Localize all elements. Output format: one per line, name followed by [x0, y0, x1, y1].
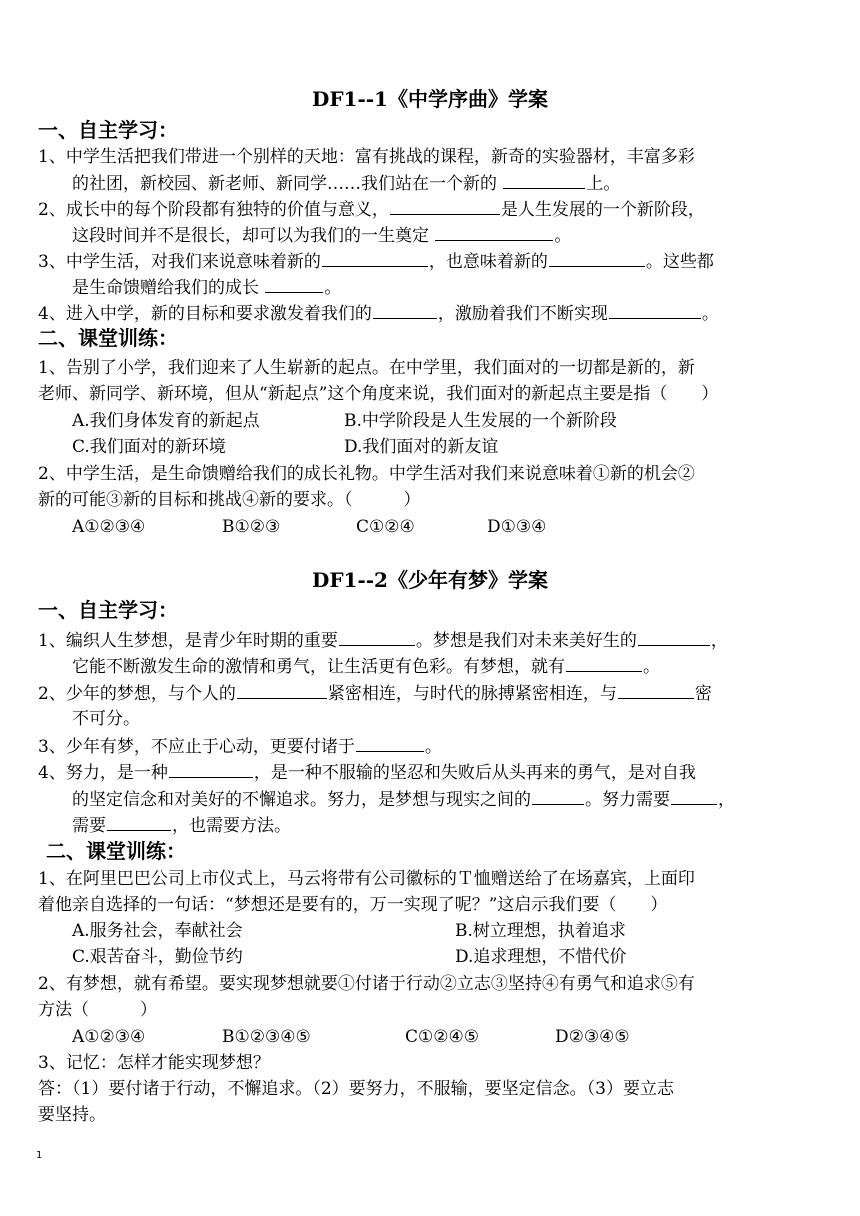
s1-t1-option-c: C.我们面对的新环境	[72, 437, 226, 457]
s2-t1-option-b: B.树立理想，执着追求	[455, 921, 626, 941]
s2-q2-line1: 2、少年的梦想，与个人的 紧密相连，与时代的脉搏紧密相连，与 密	[38, 680, 712, 707]
s2-t2-option-a: A①②③④	[72, 1027, 146, 1047]
s2-t1-option-d: D.追求理想，不惜代价	[455, 947, 627, 967]
answer-blank[interactable]	[618, 680, 694, 699]
s2-q3-line1: 3、少年有梦，不应止于心动，更要付诸于 。	[38, 733, 442, 760]
answer-blank[interactable]	[339, 627, 415, 646]
section1-part2-heading: 二、课堂训练：	[38, 326, 178, 350]
s1-t2-option-d: D①③④	[487, 517, 547, 537]
s2-t1-option-c: C.艰苦奋斗，勤俭节约	[72, 947, 243, 967]
answer-blank[interactable]	[638, 627, 710, 646]
s1-t2-option-b: B①②③	[222, 517, 281, 537]
s1-t1-option-a: A.我们身体发育的新起点	[72, 411, 260, 431]
s2-t1-option-a: A.服务社会，奉献社会	[72, 921, 243, 941]
s1-t1-line2: 老师、新同学、新环境，但从“新起点”这个角度来说，我们面对的新起点主要是指（ ）	[38, 384, 719, 404]
s2-q1-line1: 1、编织人生梦想，是青少年时期的重要 。梦想是我们对未来美好生的 ，	[38, 627, 728, 654]
answer-blank[interactable]	[435, 222, 553, 241]
s2-t3-line2: 答：（1）要付诸于行动，不懈追求。（2）要努力，不服输，要坚定信念。（3）要立志	[38, 1079, 674, 1099]
s1-t2-option-a: A①②③④	[72, 517, 146, 537]
s1-q4-line1: 4、进入中学，新的目标和要求激发着我们的 ，激励着我们不断实现 。	[38, 300, 719, 327]
s1-t2-option-c: C①②④	[356, 517, 415, 537]
s1-t2-line2: 新的可能③新的目标和挑战④新的要求。（ ）	[38, 490, 421, 510]
section2-part2-heading: 二、课堂训练：	[46, 839, 186, 863]
s2-t2-line1: 2、有梦想，就有希望。要实现梦想就要①付诸于行动②立志③坚持④有勇气和追求⑤有	[38, 974, 695, 994]
answer-blank[interactable]	[356, 733, 424, 752]
s1-q3-line1: 3、中学生活，对我们来说意味着新的 ，也意味着新的 。这些都	[38, 248, 714, 275]
s2-q4-line2: 的坚定信念和对美好的不懈追求。努力，是梦想与现实之间的 。努力需要 ，	[72, 786, 735, 813]
s1-t1-option-d: D.我们面对的新友谊	[344, 437, 499, 457]
s1-t1-option-b: B.中学阶段是人生发展的一个新阶段	[344, 411, 617, 431]
s2-t2-option-d: D②③④⑤	[555, 1027, 630, 1047]
s2-t3-line3: 要坚持。	[38, 1105, 106, 1125]
answer-blank[interactable]	[237, 680, 327, 699]
s2-t2-line2: 方法（ ）	[38, 1000, 157, 1020]
s2-q4-line3: 需要 ，也需要方法。	[72, 812, 291, 839]
s1-q1-line2: 的社团，新校园、新老师、新同学……我们站在一个新的 上。	[72, 170, 620, 197]
answer-blank[interactable]	[265, 274, 323, 293]
s2-t1-line2: 着他亲自选择的一句话：“梦想还是要有的，万一实现了呢？”这启示我们要（ ）	[38, 895, 668, 915]
answer-blank[interactable]	[566, 653, 642, 672]
s1-q2-line1: 2、成长中的每个阶段都有独特的价值与意义， 是人生发展的一个新阶段，	[38, 196, 705, 223]
s1-t1-line1: 1、告别了小学，我们迎来了人生崭新的起点。在中学里，我们面对的一切都是新的，新	[38, 358, 695, 378]
s1-q1-line1: 1、中学生活把我们带进一个别样的天地：富有挑战的课程，新奇的实验器材，丰富多彩	[38, 147, 695, 167]
page-number: 1	[36, 1150, 43, 1161]
s2-q1-line2: 它能不断激发生命的激情和勇气，让生活更有色彩。有梦想，就有 。	[72, 653, 660, 680]
s2-t3-line1: 3、记忆：怎样才能实现梦想？	[38, 1053, 270, 1073]
answer-blank[interactable]	[107, 812, 171, 831]
answer-blank[interactable]	[503, 170, 585, 189]
s2-t1-line1: 1、在阿里巴巴公司上市仪式上，马云将带有公司徽标的Ｔ恤赠送给了在场嘉宾，上面印	[38, 869, 695, 889]
section1-part1-heading: 一、自主学习：	[38, 118, 178, 142]
section2-part1-heading: 一、自主学习：	[38, 598, 178, 622]
answer-blank[interactable]	[390, 196, 500, 215]
s2-t2-option-b: B①②③④⑤	[222, 1027, 311, 1047]
s1-t2-line1: 2、中学生活，是生命馈赠给我们的成长礼物。中学生活对我们来说意味着①新的机会②	[38, 464, 695, 484]
s2-t2-option-c: C①②④⑤	[405, 1027, 479, 1047]
section2-title: DF1--2《少年有梦》学案	[312, 568, 548, 592]
answer-blank[interactable]	[671, 786, 717, 805]
section1-title: DF1--1《中学序曲》学案	[312, 87, 548, 111]
s1-q3-line2: 是生命馈赠给我们的成长 。	[72, 274, 341, 301]
s1-q2-line2: 这段时间并不是很长，却可以为我们的一生奠定 。	[72, 222, 571, 249]
s2-q2-line2: 不可分。	[72, 709, 140, 729]
answer-blank[interactable]	[322, 248, 428, 267]
s2-q4-line1: 4、努力，是一种 ，是一种不服输的坚忍和失败后从头再来的勇气，是对自我	[38, 759, 696, 786]
answer-blank[interactable]	[373, 300, 437, 319]
answer-blank[interactable]	[169, 759, 253, 778]
answer-blank[interactable]	[549, 248, 645, 267]
answer-blank[interactable]	[532, 786, 584, 805]
answer-blank[interactable]	[609, 300, 701, 319]
